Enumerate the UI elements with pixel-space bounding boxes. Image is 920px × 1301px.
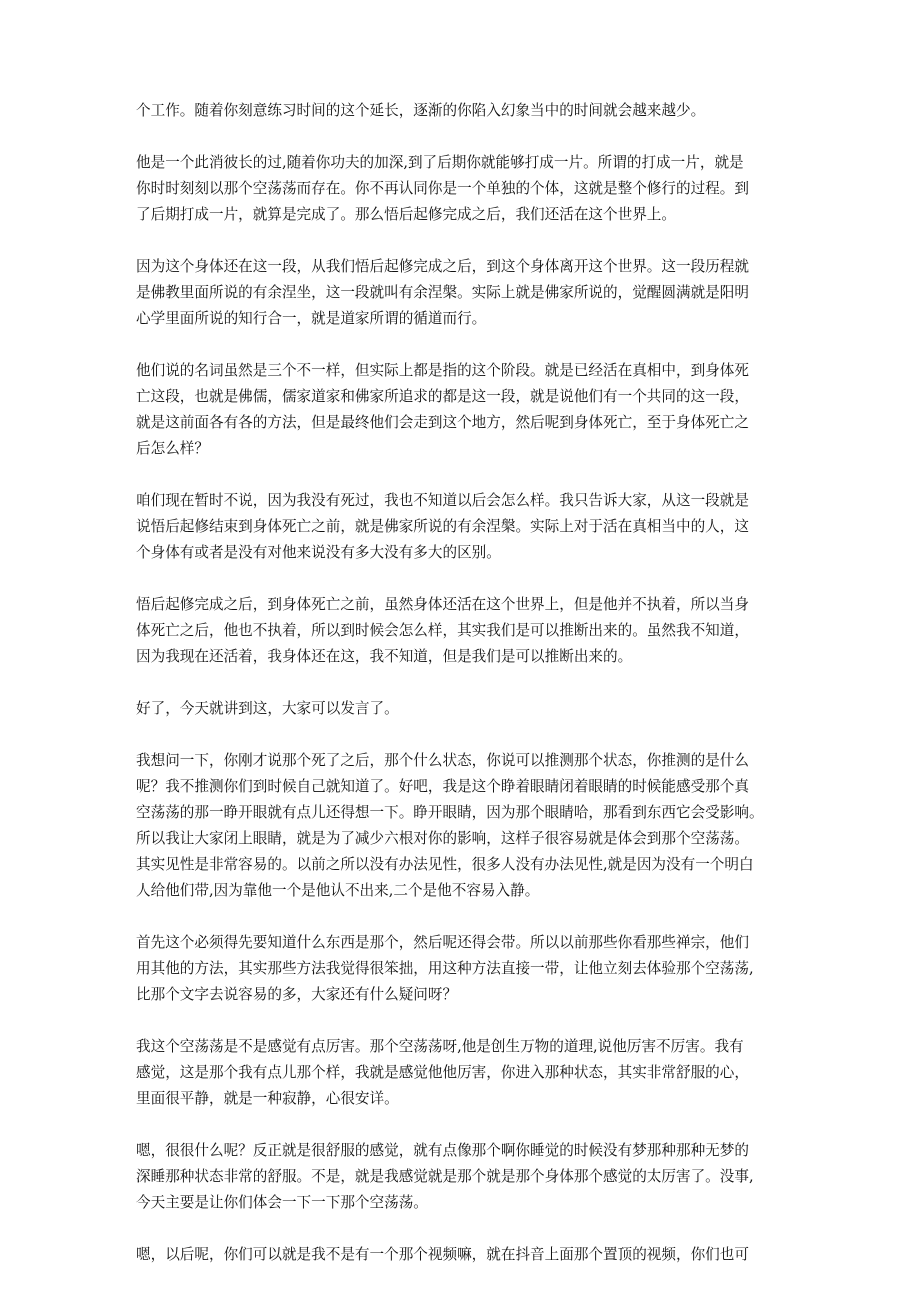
text-line: 感觉，这是那个我有点儿那个样，我就是感觉他他厉害，你进入那种状态，其实非常舒服的心， (136, 1064, 749, 1081)
text-line: 里面很平静，就是一种寂静，心很安详。 (136, 1090, 399, 1107)
paragraph (136, 254, 796, 332)
text-line: 人给他们带,因为靠他一个是他认不出来,二个是他不容易入静。 (136, 882, 540, 899)
text-line: 所以我让大家闭上眼睛，就是为了减少六根对你的影响，这样子很容易就是体会到那个空荡荡。 (136, 830, 749, 847)
text-line: 嗯，很很什么呢？反正就是很舒服的感觉，就有点像那个啊你睡觉的时候没有梦那种那种无梦的 (136, 1142, 749, 1159)
text-line: 其实见性是非常容易的。以前之所以没有办法见性，很多人没有办法见性,就是因为没有一个明白 (136, 856, 754, 873)
text-line: 亡这段，也就是佛儒，儒家道家和佛家所追求的都是这一段，就是说他们有一个共同的这一段， (136, 388, 749, 405)
paragraph (136, 488, 796, 566)
paragraph (136, 696, 796, 722)
text-line: 他是一个此消彼长的过,随着你功夫的加深,到了后期你就能够打成一片。所谓的打成一片，就是 (136, 154, 744, 171)
text-line: 是佛教里面所说的有余涅坐，这一段就叫有余涅槃。实际上就是佛家所说的，觉醒圆满就是阳明 (136, 284, 749, 301)
text-line: 呢？我不推测你们到时候自己就知道了。好吧，我是这个睁着眼睛闭着眼睛的时候能感受那个真 (136, 778, 749, 795)
text-line: 个身体有或者是没有对他来说没有多大没有多大的区别。 (136, 544, 501, 561)
text-line: 就是这前面各有各的方法，但是最终他们会走到这个地方，然后呢到身体死亡，至于身体死亡之 (136, 414, 749, 431)
paragraph (136, 748, 796, 904)
text-line: 我这个空荡荡是不是感觉有点厉害。那个空荡荡呀,他是创生万物的道理,说他厉害不厉害。我有 (136, 1038, 744, 1055)
text-line: 了后期打成一片，就算是完成了。那么悟后起修完成之后，我们还活在这个世界上。 (136, 206, 676, 223)
text-line: 因为这个身体还在这一段，从我们悟后起修完成之后，到这个身体离开这个世界。这一段历程就 (136, 258, 749, 275)
document-body (136, 98, 796, 1294)
text-line: 比那个文字去说容易的多，大家还有什么疑问呀？ (136, 986, 458, 1003)
text-line: 你时时刻刻以那个空荡荡而存在。你不再认同你是一个单独的个体，这就是整个修行的过程。到 (136, 180, 749, 197)
text-line: 个工作。随着你刻意练习时间的这个延长，逐渐的你陷入幻象当中的时间就会越来越少。 (136, 102, 706, 119)
paragraph (136, 358, 796, 462)
paragraph (136, 1034, 796, 1112)
text-line: 后怎么样？ (136, 440, 209, 457)
paragraph (136, 1138, 796, 1216)
paragraph (136, 592, 796, 670)
text-line: 说悟后起修结束到身体死亡之前，就是佛家所说的有余涅槃。实际上对于活在真相当中的人，这 (136, 518, 749, 535)
text-line: 悟后起修完成之后，到身体死亡之前，虽然身体还活在这个世界上，但是他并不执着，所以当身 (136, 596, 749, 613)
paragraph (136, 150, 796, 228)
paragraph (136, 930, 796, 1008)
text-line: 今天主要是让你们体会一下一下那个空荡荡。 (136, 1194, 428, 1211)
text-line: 用其他的方法，其实那些方法我觉得很笨拙，用这种方法直接一带，让他立刻去体验那个空荡荡, (136, 960, 754, 977)
text-line: 深睡那种状态非常的舒服。不是，就是我感觉就是那个就是那个身体那个感觉的太厉害了。没事, (136, 1168, 754, 1185)
text-line: 咱们现在暂时不说，因为我没有死过，我也不知道以后会怎么样。我只告诉大家，从这一段就是 (136, 492, 749, 509)
text-line: 好了，今天就讲到这，大家可以发言了。 (136, 700, 399, 717)
paragraph (136, 1242, 796, 1268)
text-line: 因为我现在还活着，我身体还在这，我不知道，但是我们是可以推断出来的。 (136, 648, 633, 665)
text-line: 首先这个必须得先要知道什么东西是那个，然后呢还得会带。所以以前那些你看那些禅宗，他们 (136, 934, 749, 951)
text-line: 我想问一下，你刚才说那个死了之后，那个什么状态，你说可以推测那个状态，你推测的是什么 (136, 752, 749, 769)
paragraph (136, 98, 796, 124)
text-line: 体死亡之后，他也不执着，所以到时候会怎么样，其实我们是可以推断出来的。虽然我不知道， (136, 622, 749, 639)
text-line: 空荡荡的那一睁开眼就有点儿还得想一下。睁开眼睛，因为那个眼睛哈，那看到东西它会受影响。 (136, 804, 764, 821)
text-line: 心学里面所说的知行合一，就是道家所谓的循道而行。 (136, 310, 487, 327)
text-line: 嗯，以后呢，你们可以就是我不是有一个那个视频嘛，就在抖音上面那个置顶的视频，你们也可 (136, 1246, 749, 1263)
text-line: 他们说的名词虽然是三个不一样，但实际上都是指的这个阶段。就是已经活在真相中，到身体死 (136, 362, 749, 379)
